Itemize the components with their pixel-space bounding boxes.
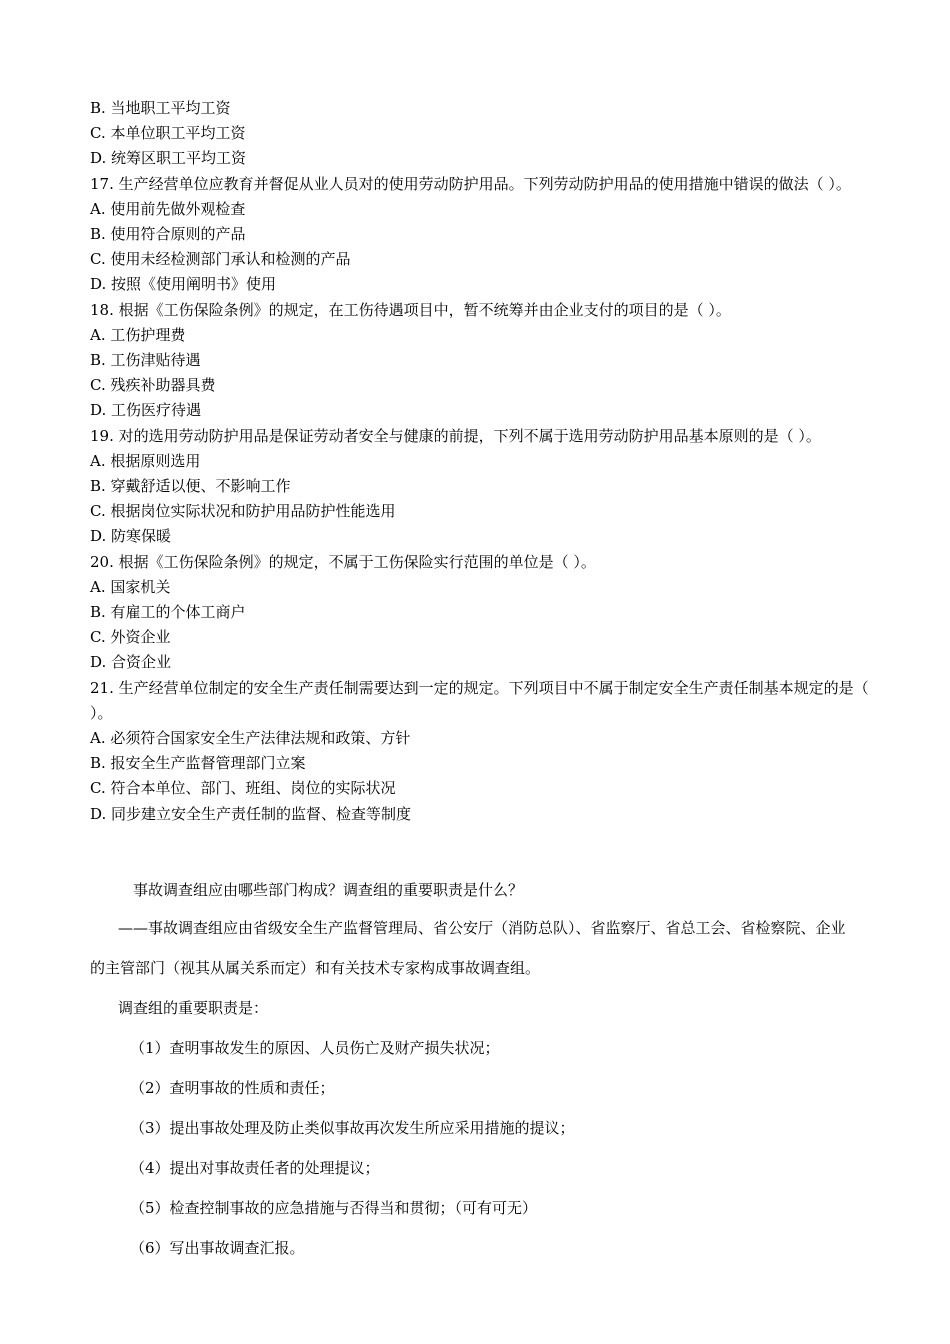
option-d: D. 工伤医疗待遇: [90, 401, 202, 420]
answer-paragraph: ——事故调查组应由省级安全生产监督管理局、省公安厅（消防总队）、省监察厅、省总工会、省检察院、企业的主管部门（视其从属关系而定）和有关技术专家构成事故调查组。: [90, 919, 846, 977]
option-b: B. 有雇工的个体工商户: [90, 603, 246, 622]
option-c: C. 使用未经检测部门承认和检测的产品: [90, 250, 351, 269]
option-b: B. 工伤津贴待遇: [90, 351, 201, 370]
option-d: D. 统筹区职工平均工资: [90, 149, 247, 168]
option-c: C. 符合本单位、部门、班组、岗位的实际状况: [90, 779, 396, 798]
section-heading: 事故调查组应由哪些部门构成？调查组的重要职责是什么？: [133, 881, 524, 899]
question-list: [90, 96, 870, 827]
option-a: A. 必须符合国家安全生产法律法规和政策、方针: [90, 729, 411, 748]
question-20: 20. 根据《工伤保险条例》的规定，不属于工伤保险实行范围的单位是（ ）。: [90, 552, 596, 571]
option-d: D. 同步建立安全生产责任制的监督、检查等制度: [90, 804, 412, 823]
option-a: A. 根据原则选用: [90, 451, 201, 470]
investigation-section: [90, 876, 860, 1268]
option-a: A. 国家机关: [90, 577, 171, 596]
duty-item: （3）提出事故处理及防止类似事故再次发生所应采用措施的提议；: [130, 1119, 575, 1137]
option-c: C. 根据岗位实际状况和防护用品防护性能选用: [90, 502, 396, 521]
option-b: B. 报安全生产监督管理部门立案: [90, 754, 306, 773]
option-c: C. 外资企业: [90, 628, 171, 647]
option-b: B. 穿戴舒适以便、不影响工作: [90, 477, 291, 496]
question-17: 17. 生产经营单位应教育并督促从业人员对的使用劳动防护用品。下列劳动防护用品的使用措施中错误的做法（ ）。: [90, 174, 851, 193]
option-c: C. 本单位职工平均工资: [90, 124, 246, 143]
duties-title: 调查组的重要职责是：: [118, 999, 269, 1017]
option-c: C. 残疾补助器具费: [90, 376, 216, 395]
duty-item: （4）提出对事故责任者的处理提议；: [130, 1159, 380, 1177]
duty-item: （2）查明事故的性质和责任；: [130, 1079, 335, 1097]
duty-item: （1）查明事故发生的原因、人员伤亡及财产损失状况；: [130, 1039, 500, 1057]
question-21: 21. 生产经营单位制定的安全生产责任制需要达到一定的规定。下列项目中不属于制定安全生产责任制基本规定的是（ ）。: [90, 678, 869, 722]
duty-item: （5）检查控制事故的应急措施与否得当和贯彻；（可有可无）: [130, 1199, 538, 1217]
option-b: B. 使用符合原则的产品: [90, 225, 246, 244]
option-b: B. 当地职工平均工资: [90, 99, 231, 117]
option-d: D. 防寒保暖: [90, 527, 172, 546]
option-d: D. 合资企业: [90, 653, 172, 672]
option-a: A. 使用前先做外观检查: [90, 199, 246, 218]
option-a: A. 工伤护理费: [90, 325, 186, 344]
question-19: 19. 对的选用劳动防护用品是保证劳动者安全与健康的前提，下列不属于选用劳动防护用品基本原则的是（ ）。: [90, 426, 821, 445]
duty-item: （6）写出事故调查汇报。: [130, 1239, 305, 1257]
question-18: 18. 根据《工伤保险条例》的规定，在工伤待遇项目中，暂不统筹并由企业支付的项目的是（ ）。: [90, 300, 731, 319]
option-d: D. 按照《使用阐明书》使用: [90, 275, 277, 294]
